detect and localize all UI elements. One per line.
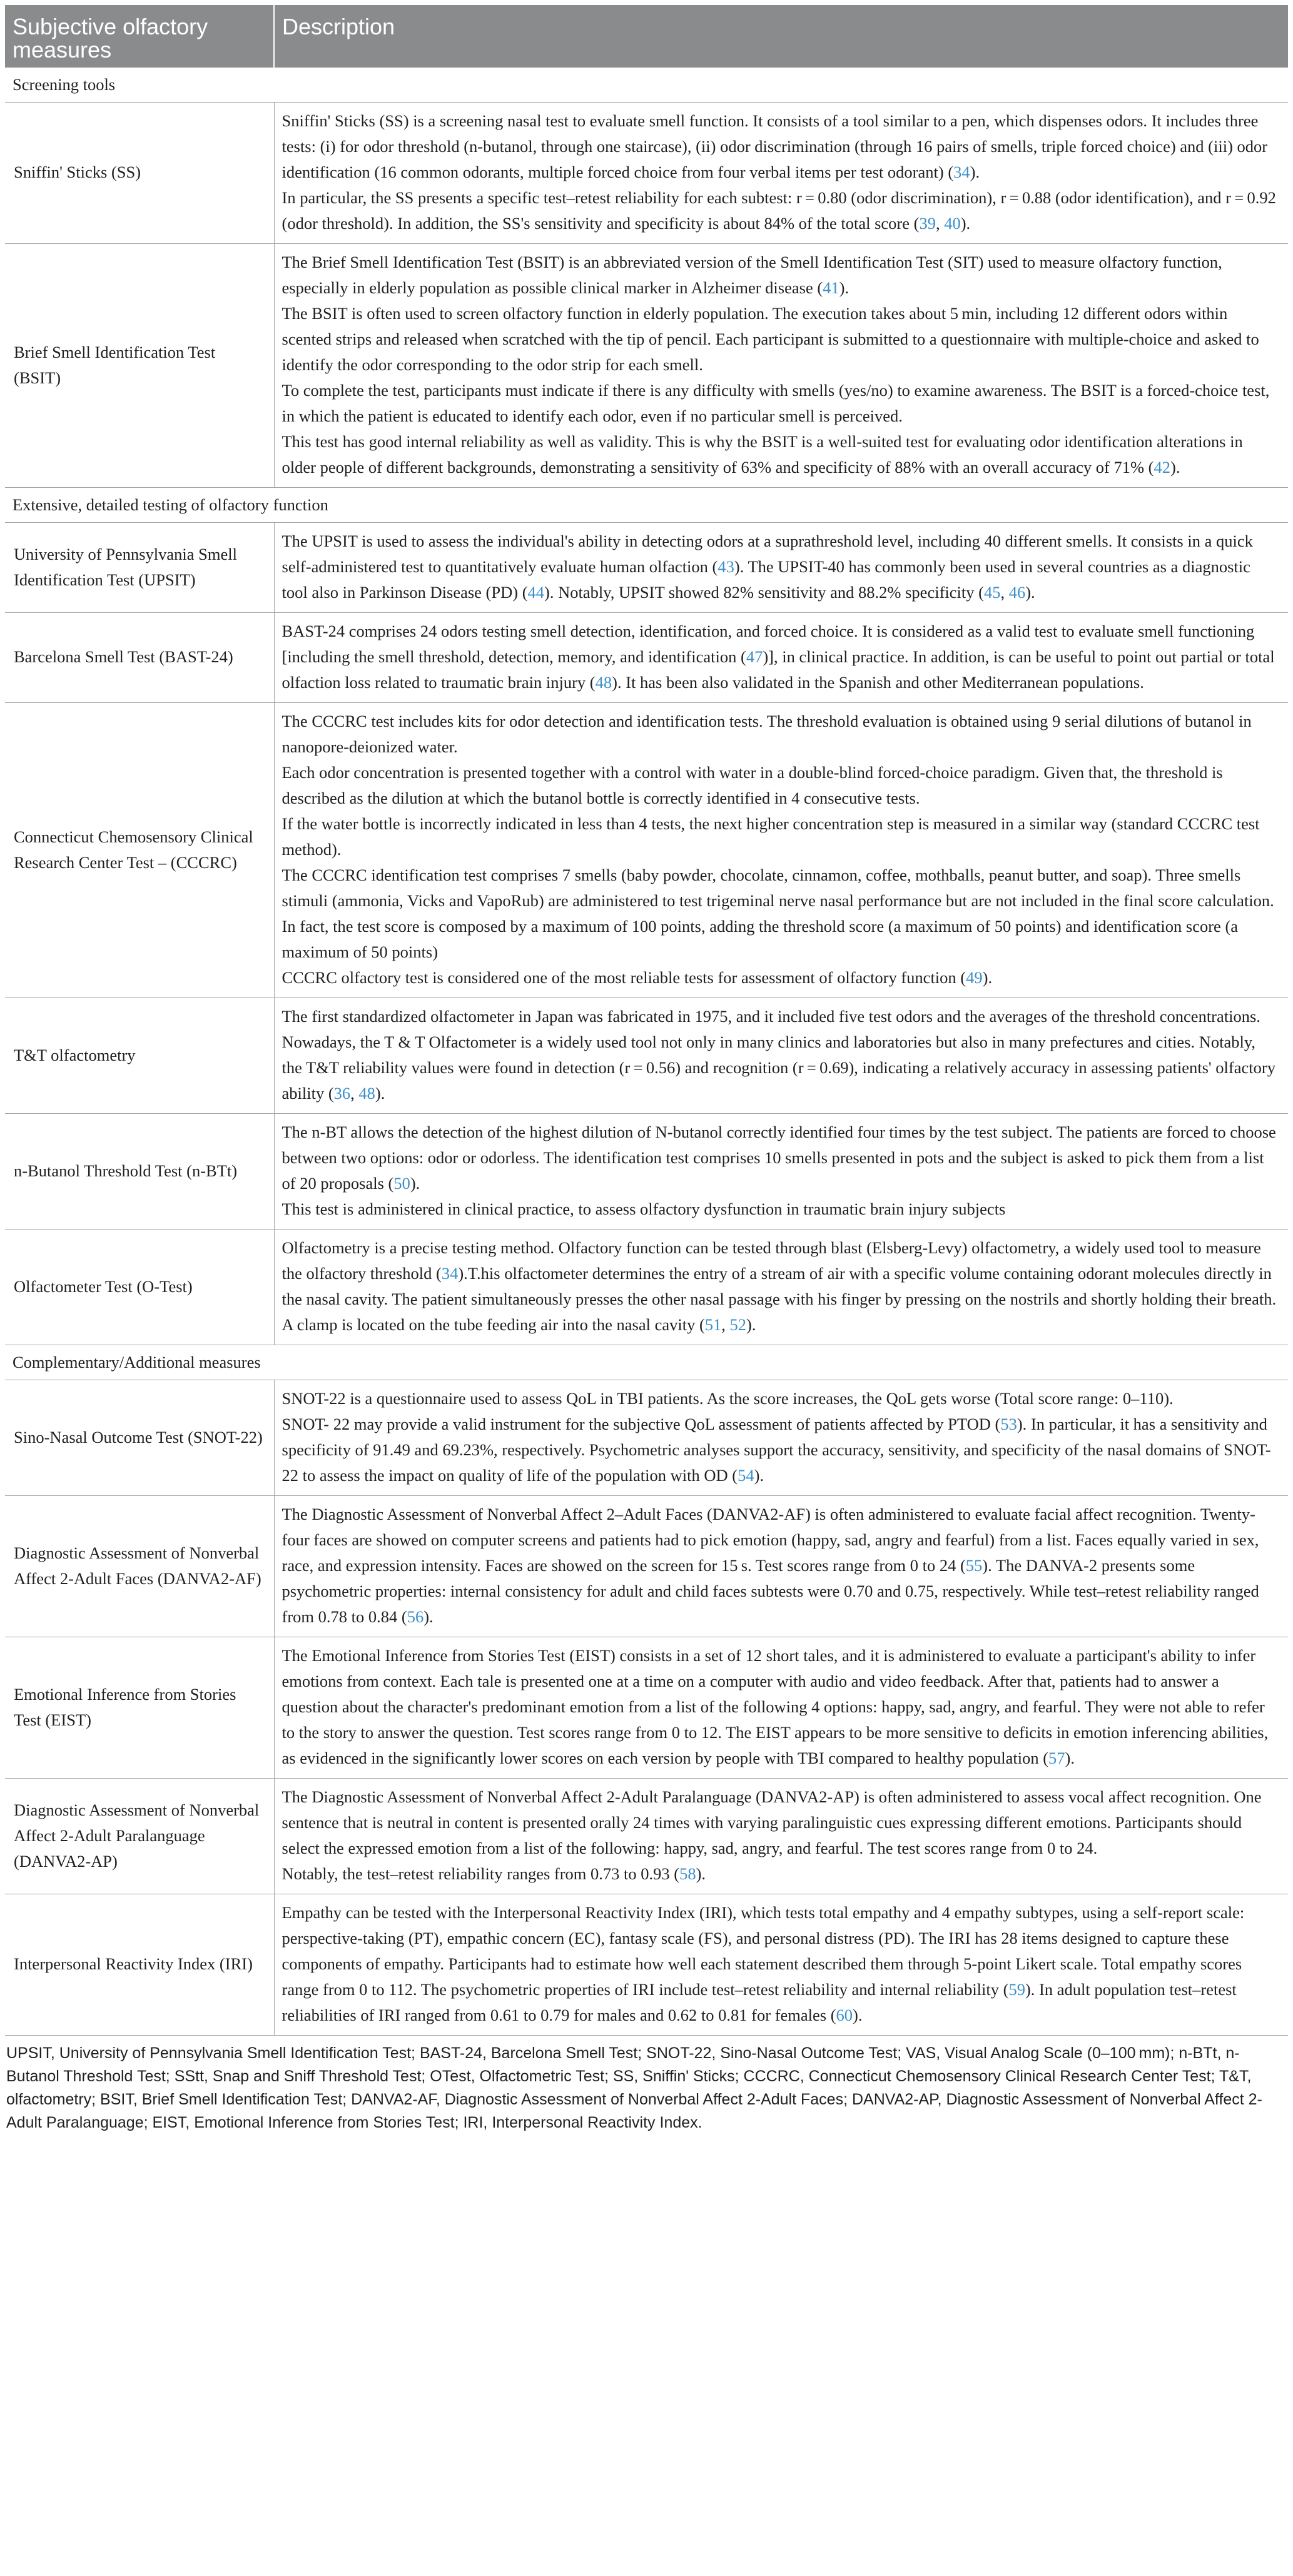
description-paragraph: [282, 619, 1280, 695]
description-paragraph: [282, 1643, 1280, 1771]
description-paragraph: [282, 811, 1280, 862]
description-paragraph: [282, 1861, 1280, 1887]
header-description: Description: [274, 5, 1288, 68]
description-text: Each odor concentration is presented together with a control with water in a double-blind forced-choice paradigm. Given that, the threshold is described as the dilution at which the butanol bottle is correctly identified in 4 consecutive tests.: [281, 763, 1223, 807]
reference-link[interactable]: 41: [823, 278, 839, 297]
measure-description: [274, 244, 1288, 488]
table-row: [5, 1496, 1288, 1637]
table-row: [5, 1380, 1288, 1496]
description-text: SNOT-22 is a questionnaire used to assess QoL in TBI patients. As the score increases, the QoL gets worse (Total score range: 0–110).: [281, 1389, 1174, 1408]
description-paragraph: [282, 1119, 1280, 1196]
section-row: [5, 1345, 1288, 1380]
description-text: ).: [960, 214, 971, 233]
measure-name: Sniffin' Sticks (SS): [5, 103, 274, 244]
description-text: ).: [970, 163, 980, 181]
measure-description: [274, 523, 1288, 613]
reference-link[interactable]: 49: [966, 968, 983, 987]
description-text: ).: [375, 1084, 385, 1103]
description-text: Sniffin' Sticks (SS) is a screening nasal test to evaluate smell function. It consists of a tool similar to a pen, which dispenses odors. It includes three tests: (i) for odor threshold (n-butanol, through one staircase), (ii) odor discrimination (through 16 pairs of smells, triple forced choice) and (iii) odor identification (16 common odorants, multiple forced choice from four verbal items per test odorant) (: [281, 111, 1268, 181]
measure-name: Barcelona Smell Test (BAST-24): [5, 613, 274, 703]
measure-description: [274, 1230, 1288, 1345]
description-text: The BSIT is often used to screen olfactory function in elderly population. The execution takes about 5 min, including 12 different odors within scented strips and released when scratched with the tip of pencil. Each participant is submitted to a questionnaire with multiple-choice and asked to identify the odor corresponding to the odor strip for each smell.: [281, 304, 1259, 374]
reference-link[interactable]: 48: [595, 673, 612, 692]
measure-description: [274, 1894, 1288, 2036]
description-paragraph: [282, 108, 1280, 185]
measure-description: [274, 1779, 1288, 1894]
description-text: ).: [1065, 1749, 1075, 1767]
measure-name: Olfactometer Test (O-Test): [5, 1230, 274, 1345]
table-body: [5, 68, 1288, 2036]
reference-link[interactable]: 42: [1154, 458, 1171, 477]
table-row: [5, 103, 1288, 244]
description-text: ). Notably, UPSIT showed 82% sensitivity and 88.2% specificity (: [544, 583, 984, 602]
description-text: ,: [1000, 583, 1009, 602]
description-text: In particular, the SS presents a specific test–retest reliability for each subtest: r = 0.80 (odor discrimination), r = 0.88 (odor identification), and r = 0.92 (odor threshold). In addition, the SS's sensitivity and specificity is about 84% of the total score (: [281, 188, 1276, 233]
measure-description: [274, 1496, 1288, 1637]
measure-description: [274, 703, 1288, 998]
section-title: Complementary/Additional measures: [5, 1345, 1288, 1380]
reference-link[interactable]: 54: [738, 1466, 754, 1485]
description-text: The Brief Smell Identification Test (BSIT) is an abbreviated version of the Smell Identification Test (SIT) used to measure olfactory function, especially in elderly population as possible clinical marker in Alzheimer disease (: [281, 253, 1222, 297]
table-row: [5, 1779, 1288, 1894]
section-row: [5, 68, 1288, 103]
table-row: [5, 703, 1288, 998]
reference-link[interactable]: 52: [729, 1315, 747, 1334]
description-paragraph: [282, 1235, 1280, 1338]
description-text: ). It has been also validated in the Spanish and other Mediterranean populations.: [612, 673, 1144, 692]
table-row: [5, 1637, 1288, 1779]
measure-name: Sino-Nasal Outcome Test (SNOT-22): [5, 1380, 274, 1496]
description-text: ).: [982, 968, 993, 987]
description-text: ).: [746, 1315, 756, 1334]
measure-description: [274, 998, 1288, 1114]
description-text: ).: [839, 278, 849, 297]
reference-link[interactable]: 57: [1048, 1749, 1065, 1767]
description-paragraph: [282, 429, 1280, 480]
description-paragraph: [282, 862, 1280, 965]
description-text: ).: [1170, 458, 1180, 477]
measure-description: [274, 1114, 1288, 1230]
measure-description: [274, 103, 1288, 244]
description-text: The Emotional Inference from Stories Test (EIST) consists in a set of 12 short tales, and it is administered to evaluate a participant's ability to infer emotions from context. Each tale is presented one at a time on a computer with audio and video feedback. After that, patients had to answer a question about the character's predominant emotion from a list of the following 4 options: happy, sad, angry, and fearful. They were not able to refer to the story to answer the question. Test scores range from 0 to 12. The EIST appears to be more sensitive to deficits in emotion inferencing abilities, as evidenced in the significantly lower scores on each version by people with TBI compared to healthy population (: [281, 1646, 1269, 1767]
measure-name: University of Pennsylvania Smell Identification Test (UPSIT): [5, 523, 274, 613]
description-paragraph: [282, 528, 1280, 605]
description-text: ).: [696, 1864, 706, 1883]
description-text: SNOT- 22 may provide a valid instrument for the subjective QoL assessment of patients affected by PTOD (: [281, 1415, 1001, 1433]
reference-link[interactable]: 43: [717, 557, 734, 576]
measure-name: Brief Smell Identification Test (BSIT): [5, 244, 274, 488]
table-row: [5, 523, 1288, 613]
description-text: Empathy can be tested with the Interpersonal Reactivity Index (IRI), which tests total empathy and 4 empathy subtypes, using a self-report scale: perspective-taking (PT), empathic concern (EC), fantasy scale (FS), and personal distress (PD). The IRI has 28 items designed to capture these components of empathy. Participants had to estimate how well each statement described them through 5-point Likert scale. Total empathy scores range from 0 to 112. The psychometric properties of IRI include test–retest reliability and internal reliability (: [281, 1903, 1245, 1999]
description-paragraph: [282, 760, 1280, 811]
description-text: The Diagnostic Assessment of Nonverbal Affect 2-Adult Paralanguage (DANVA2-AP) is often administered to assess vocal affect recognition. One sentence that is neutral in content is presented orally 24 times with varying paralinguistic cues expressing different emotions. Participants should select the expressed emotion from a list of the following: happy, sad, angry, and fearful. The test scores range from 0 to 24.: [281, 1787, 1262, 1857]
description-text: This test is administered in clinical practice, to assess olfactory dysfunction in traumatic brain injury subjects: [281, 1200, 1006, 1218]
description-text: This test has good internal reliability as well as validity. This is why the BSIT is a well-suited test for evaluating odor identification alterations in older people of different backgrounds, demonstrating a sensitivity of 63% and specificity of 88% with an overall accuracy of 71% (: [281, 432, 1243, 477]
description-paragraph: [282, 185, 1280, 236]
reference-link[interactable]: 48: [358, 1084, 375, 1103]
table-header: [5, 5, 1288, 68]
section-title: Screening tools: [5, 68, 1288, 103]
measure-name: T&T olfactometry: [5, 998, 274, 1114]
olfactory-measures-table: [5, 5, 1288, 2036]
measure-name: Interpersonal Reactivity Index (IRI): [5, 1894, 274, 2036]
measure-name: Connecticut Chemosensory Clinical Research Center Test – (CCCRC): [5, 703, 274, 998]
description-paragraph: [282, 250, 1280, 301]
description-paragraph: [282, 965, 1280, 991]
description-paragraph: [282, 709, 1280, 760]
measure-name: Diagnostic Assessment of Nonverbal Affect 2-Adult Paralanguage (DANVA2-AP): [5, 1779, 274, 1894]
description-text: The UPSIT is used to assess the individual's ability in detecting odors at a suprathreshold level, including 40 different smells. It consists in a quick self-administered test to quantitatively evaluate human olfaction (: [281, 532, 1253, 576]
description-text: Notably, the test–retest reliability ranges from 0.73 to 0.93 (: [281, 1864, 680, 1883]
description-text: ,: [721, 1315, 730, 1334]
description-paragraph: [282, 1196, 1280, 1222]
description-text: The n-BT allows the detection of the highest dilution of N-butanol correctly identified four times by the test subject. The patients are forced to choose between two options: odor or odorless. The identification test comprises 10 smells presented in pots and the subject is asked to pick them from a list of 20 proposals (: [281, 1123, 1276, 1193]
description-paragraph: [282, 301, 1280, 378]
header-measures: Subjective olfactory measures: [5, 5, 274, 68]
description-text: The first standardized olfactometer in Japan was fabricated in 1975, and it included five test odors and the averages of the threshold concentrations. Nowadays, the T & T Olfactometer is a widely used tool not only in many clinics and laboratories but also in many prefectures and cities. Notably, the T&T reliability values were found in detection (r = 0.56) and recognition (r = 0.69), indicating a relatively accuracy in assessing patients' olfactory ability (: [281, 1007, 1275, 1103]
reference-link[interactable]: 59: [1008, 1980, 1025, 1999]
table-row: [5, 998, 1288, 1114]
reference-link[interactable]: 55: [965, 1556, 983, 1575]
reference-link[interactable]: 60: [836, 2006, 853, 2024]
description-text: ).: [423, 1607, 434, 1626]
description-paragraph: [282, 1502, 1280, 1630]
description-paragraph: [282, 1004, 1280, 1106]
description-text: ). In adult population test–retest reliabilities of IRI ranged from 0.61 to 0.79 for males and 0.62 to 0.81 for females (: [281, 1980, 1237, 2024]
description-text: ). In particular, it has a sensitivity and specificity of 91.49 and 69.23%, respectively. Psychometric analyses support the accuracy, sensitivity, and specificity of the nasal domains of SNOT-22 to assess the impact on quality of life of the population with OD (: [281, 1415, 1271, 1485]
description-text: ).: [410, 1174, 420, 1193]
reference-link[interactable]: 45: [983, 583, 1001, 602]
reference-link[interactable]: 51: [704, 1315, 722, 1334]
reference-link[interactable]: 53: [1000, 1415, 1017, 1433]
table-row: [5, 1894, 1288, 2036]
measure-description: [274, 613, 1288, 703]
description-text: BAST-24 comprises 24 odors testing smell detection, identification, and forced choice. It is considered as a valid test to evaluate smell functioning [including the smell threshold, detection, memory, and identification (: [281, 622, 1255, 666]
description-text: ).: [1025, 583, 1035, 602]
measure-name: n-Butanol Threshold Test (n-BTt): [5, 1114, 274, 1230]
reference-link[interactable]: 36: [333, 1084, 351, 1103]
reference-link[interactable]: 50: [393, 1174, 410, 1193]
measure-description: [274, 1380, 1288, 1496]
header-row: [5, 5, 1288, 68]
description-text: If the water bottle is incorrectly indicated in less than 4 tests, the next higher concentration step is measured in a similar way (standard CCCRC test method).: [281, 814, 1260, 859]
section-row: [5, 488, 1288, 523]
measure-name: Emotional Inference from Stories Test (EIST): [5, 1637, 274, 1779]
reference-link[interactable]: 56: [407, 1607, 424, 1626]
description-paragraph: [282, 378, 1280, 429]
description-text: ,: [350, 1084, 359, 1103]
description-text: ).: [754, 1466, 764, 1485]
reference-link[interactable]: 40: [944, 214, 961, 233]
reference-link[interactable]: 34: [441, 1264, 459, 1283]
description-text: ).T.his olfactometer determines the entry of a stream of air with a specific volume containing odorant molecules directly in the nasal cavity. The patient simultaneously presses the other nasal passage with his finger by pressing on the nostrils and shortly holding their breath. A clamp is located on the tube feeding air into the nasal cavity (: [281, 1264, 1277, 1334]
description-text: )], in clinical practice. In addition, is can be useful to point out partial or total olfaction loss related to traumatic brain injury (: [281, 647, 1275, 692]
table-row: [5, 1114, 1288, 1230]
reference-link[interactable]: 58: [679, 1864, 696, 1883]
description-paragraph: [282, 1900, 1280, 2028]
description-text: ). The DANVA-2 presents some psychometric properties: internal consistency for adult and child faces subtests were 0.70 and 0.75, respectively. While test–retest reliability ranged from 0.78 to 0.84 (: [281, 1556, 1259, 1626]
section-title: Extensive, detailed testing of olfactory function: [5, 488, 1288, 523]
reference-link[interactable]: 34: [953, 163, 970, 181]
description-text: ). The UPSIT-40 has commonly been used in several countries as a diagnostic tool also in Parkinson Disease (PD) (: [281, 557, 1250, 602]
description-text: The CCCRC identification test comprises 7 smells (baby powder, chocolate, cinnamon, coffee, mothballs, peanut butter, and soap). Three smells stimuli (ammonia, Vicks and VapoRub) are administered to test trigeminal nerve nasal performance but are not included in the final score calculation. In fact, the test score is composed by a maximum of 100 points, adding the threshold score (a maximum of 50 points) and identification score (a maximum of 50 points): [281, 866, 1274, 961]
description-text: The Diagnostic Assessment of Nonverbal Affect 2–Adult Faces (DANVA2-AF) is often administered to evaluate facial affect recognition. Twenty-four faces are showed on computer screens and patients had to pick emotion (happy, sad, angry and fearful) from a list. Faces equally varied in sex, race, and expression intensity. Faces are showed on the screen for 15 s. Test scores range from 0 to 24 (: [281, 1505, 1259, 1575]
description-text: ,: [935, 214, 945, 233]
table-footnote: UPSIT, University of Pennsylvania Smell Identification Test; BAST-24, Barcelona Smell Test; SNOT-22, Sino-Nasal Outcome Test; VAS, Visual Analog Scale (0–100 mm); n-BTt, n-Butanol Threshold Test; SStt, Snap and Sniff Threshold Test; OTest, Olfactometric Test; SS, Sniffin' Sticks; CCCRC, Connecticut Chemosensory Clinical Research Center Test; T&T, olfactometry; BSIT, Brief Smell Identification Test; DANVA2-AF, Diagnostic Assessment of Nonverbal Affect 2-Adult Faces; DANVA2-AP, Diagnostic Assessment of Nonverbal Affect 2-Adult Paralanguage; EIST, Emotional Inference from Stories Test; IRI, Interpersonal Reactivity Index.: [6, 2044, 1262, 2131]
description-paragraph: [282, 1412, 1280, 1488]
reference-link[interactable]: 39: [919, 214, 936, 233]
description-text: Olfactometry is a precise testing method. Olfactory function can be tested through blast (Elsberg-Levy) olfactometry, a widely used tool to measure the olfactory threshold (: [281, 1238, 1261, 1283]
description-paragraph: [282, 1386, 1280, 1412]
description-text: ).: [853, 2006, 863, 2024]
reference-link[interactable]: 46: [1008, 583, 1026, 602]
reference-link[interactable]: 44: [527, 583, 545, 602]
reference-link[interactable]: 47: [746, 647, 763, 666]
measure-description: [274, 1637, 1288, 1779]
description-text: To complete the test, participants must indicate if there is any difficulty with smells (yes/no) to examine awareness. The BSIT is a forced-choice test, in which the patient is educated to identify each odor, even if no particular smell is perceived.: [281, 381, 1270, 425]
table-row: [5, 1230, 1288, 1345]
description-text: The CCCRC test includes kits for odor detection and identification tests. The threshold evaluation is obtained using 9 serial dilutions of butanol in nanopore-deionized water.: [281, 712, 1252, 756]
description-paragraph: [282, 1784, 1280, 1861]
table-row: [5, 613, 1288, 703]
table-row: [5, 244, 1288, 488]
description-text: CCCRC olfactory test is considered one of the most reliable tests for assessment of olfactory function (: [281, 968, 966, 987]
measure-name: Diagnostic Assessment of Nonverbal Affect 2-Adult Faces (DANVA2-AF): [5, 1496, 274, 1637]
